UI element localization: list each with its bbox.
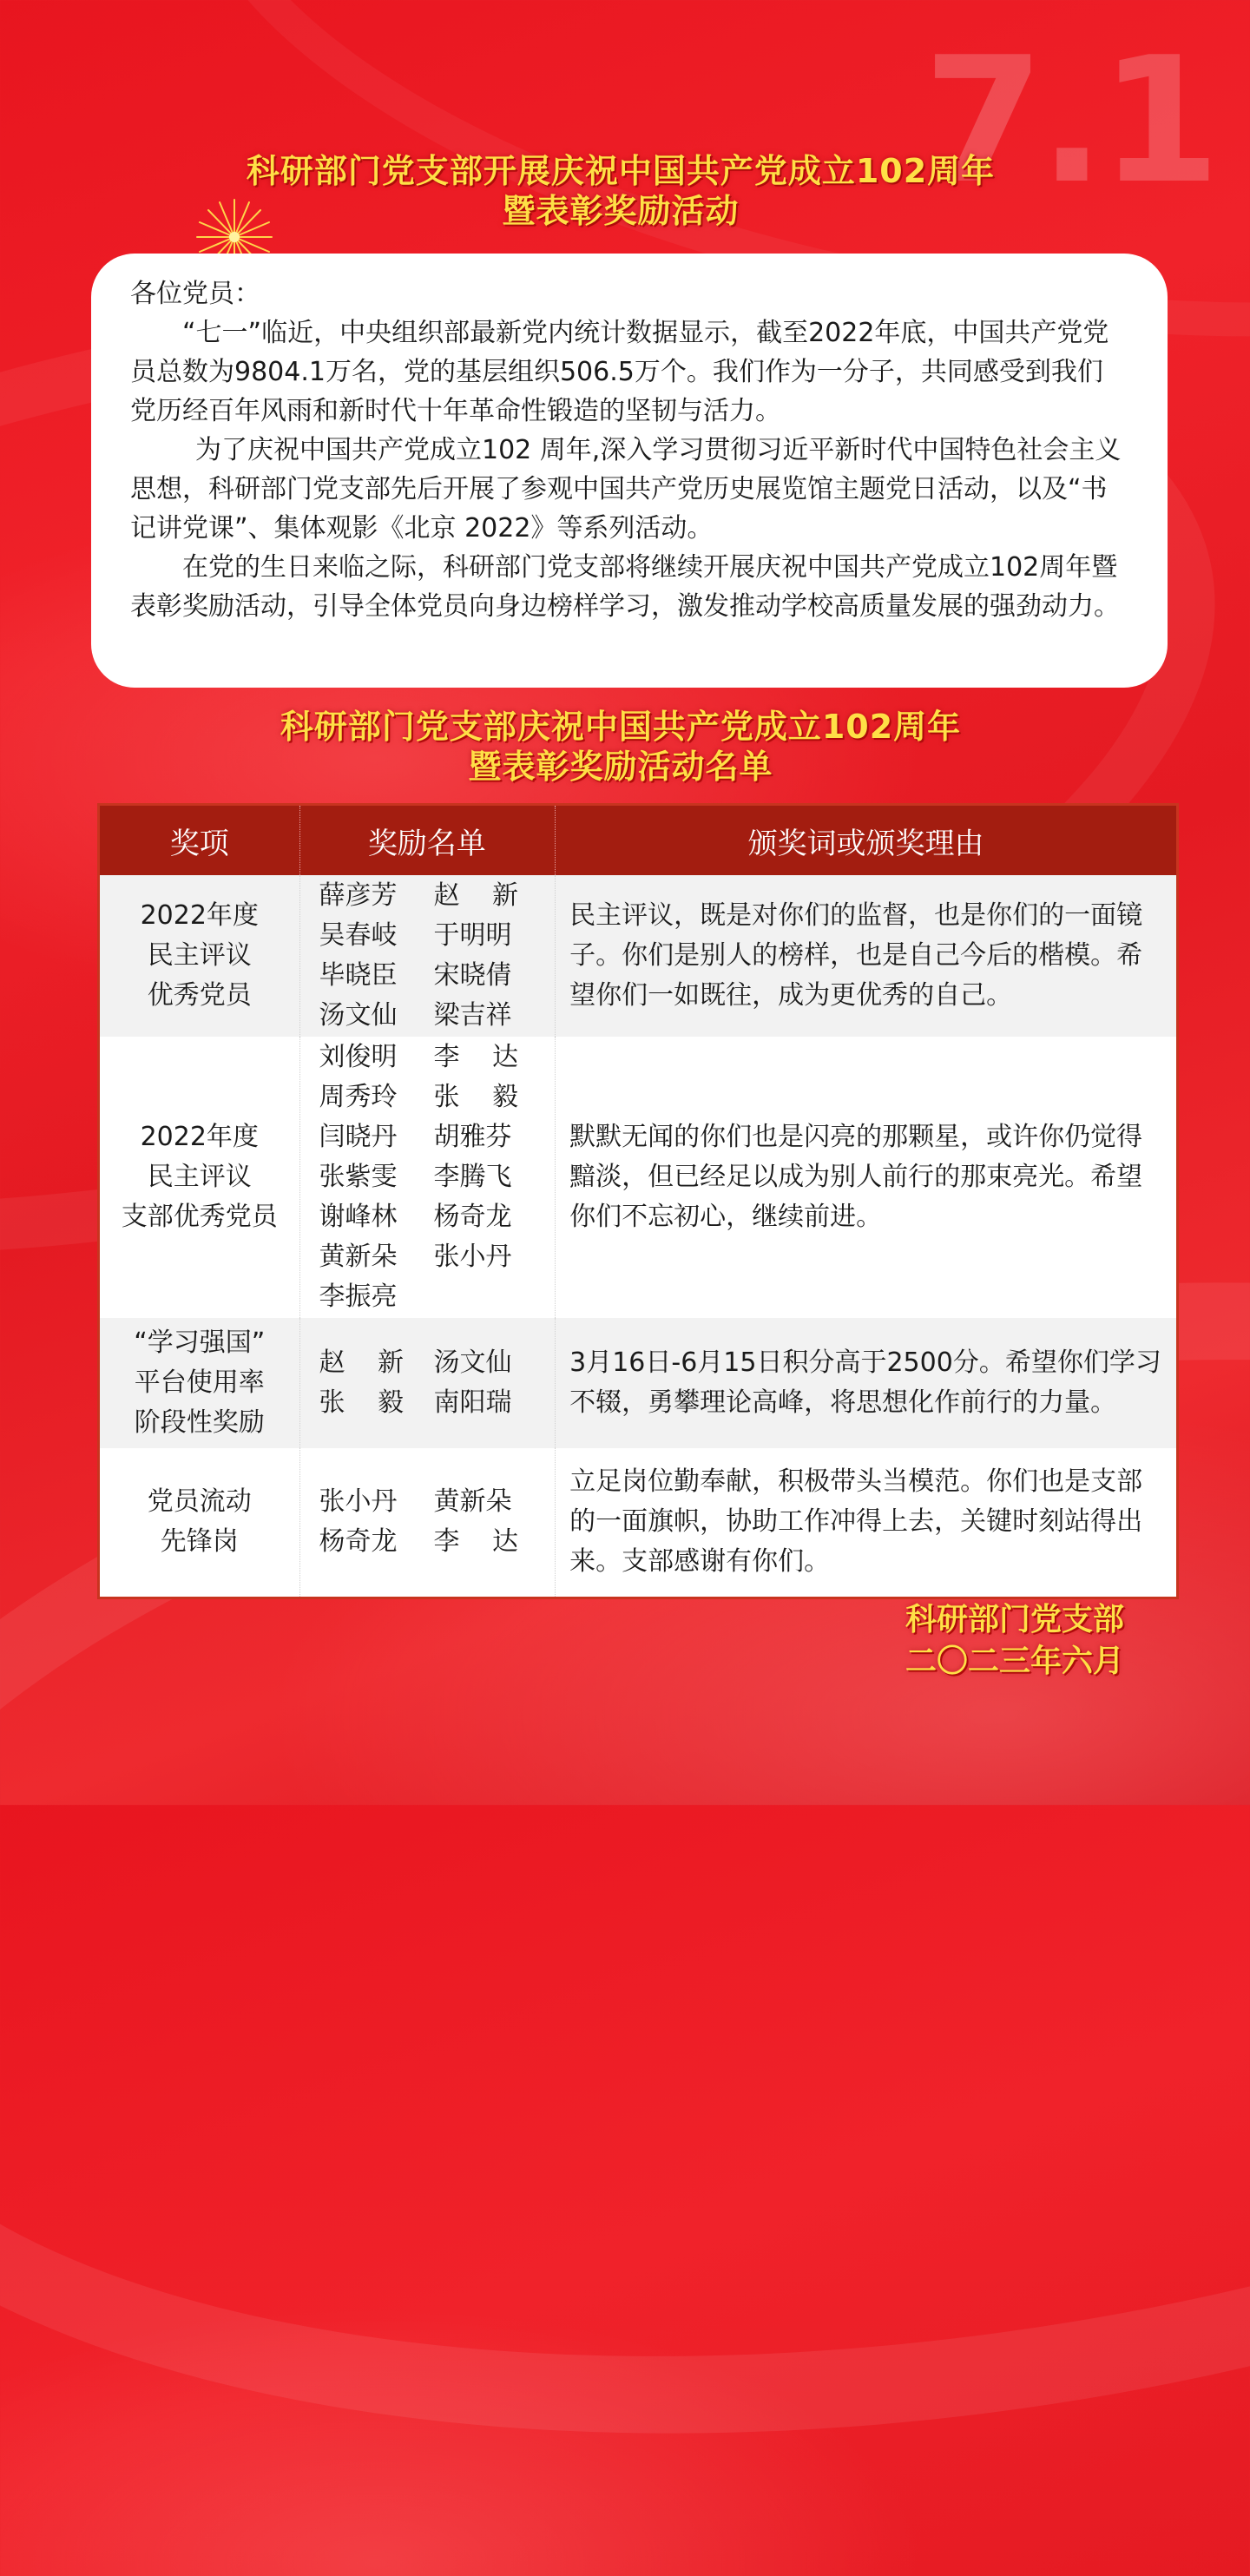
award-line: 支部优秀党员 — [121, 1202, 278, 1232]
member-name: 吴春岐 — [319, 920, 398, 951]
member-name: 薛彦芳 — [319, 880, 398, 911]
member-name: 谢峰林 — [319, 1202, 398, 1232]
reason-cell: 3月16日-6月15日积分高于2500分。希望你们学习不辍，勇攀理论高峰，将思想化作前行的力量。 — [556, 1318, 1178, 1448]
names-cell — [299, 1318, 556, 1448]
member-name: 汤文仙 — [319, 1000, 398, 1031]
member-name: 周秀玲 — [319, 1082, 398, 1112]
list-title-line2: 暨表彰奖励活动名单 — [468, 748, 773, 786]
list-title — [0, 707, 1246, 787]
footer-date: 二〇二三年六月 — [905, 1644, 1124, 1679]
member-name: 汤文仙 — [433, 1347, 512, 1378]
intro-paragraph-3: 在党的生日来临之际，科研部门党支部将继续开展庆祝中国共产党成立102周年暨表彰奖励活动，引导全体党员向身边榜样学习，激发推动学校高质量发展的强劲动力。 — [130, 552, 1120, 622]
member-name: 李 达 — [433, 1042, 531, 1072]
award-cell — [99, 1448, 300, 1598]
award-line: 优秀党员 — [147, 980, 252, 1011]
member-name: 李 达 — [433, 1526, 531, 1558]
names-cell — [299, 1448, 556, 1598]
intro-paragraph-2: 为了庆祝中国共产党成立102 周年,深入学习贯彻习近平新时代中国特色社会主义思想，科研部门党支部先后开展了参观中国共产党历史展览馆主题党日活动，以及“书记讲党课”、集体观影《北京 2022》等系列活动。 — [130, 435, 1122, 544]
award-line: 2022年度 — [140, 900, 259, 931]
award-table — [97, 803, 1179, 1599]
footer-signature — [905, 1599, 1124, 1683]
member-name: 李腾飞 — [433, 1162, 512, 1192]
member-name: 黄新朵 — [433, 1486, 512, 1518]
member-name: 于明明 — [433, 920, 512, 951]
page-title-line2: 暨表彰奖励活动 — [502, 192, 740, 230]
member-name: 张 毅 — [433, 1082, 531, 1112]
table-header-row — [99, 805, 1178, 876]
decorative-date-number: 7.1 — [923, 20, 1215, 222]
member-name: 张紫雯 — [319, 1162, 398, 1192]
reason-cell: 立足岗位勤奉献，积极带头当模范。你们也是支部的一面旗帜，协助工作冲得上去，关键时刻站得出来。支部感谢有你们。 — [569, 1466, 1143, 1578]
member-name: 毕晓臣 — [319, 960, 398, 991]
table-row — [99, 1448, 1178, 1598]
award-line: 民主评议 — [147, 1162, 252, 1192]
header-reason: 颁奖词或颁奖理由 — [556, 805, 1178, 876]
member-name: 宋晓倩 — [433, 960, 512, 991]
header-names: 奖励名单 — [299, 805, 556, 876]
member-name — [434, 1277, 530, 1317]
member-name: 赵 新 — [433, 880, 531, 911]
member-name: 张小丹 — [433, 1242, 512, 1272]
page-title-line1: 科研部门党支部开展庆祝中国共产党成立102周年 — [246, 152, 996, 190]
award-line: 平台使用率 — [134, 1367, 265, 1398]
member-name: 赵 新 — [319, 1347, 417, 1378]
member-name: 杨奇龙 — [433, 1202, 512, 1232]
intro-notice-card — [91, 254, 1168, 688]
award-line: “学习强国” — [134, 1328, 266, 1358]
names-cell — [299, 1037, 556, 1318]
list-title-line1: 科研部门党支部庆祝中国共产党成立102周年 — [280, 708, 962, 746]
member-name: 李振亮 — [319, 1281, 398, 1312]
award-line: 党员流动 — [147, 1486, 252, 1518]
member-name: 胡雅芬 — [433, 1122, 512, 1152]
member-name: 张小丹 — [319, 1486, 398, 1518]
table-row — [99, 875, 1178, 1037]
award-line: 阶段性奖励 — [134, 1407, 265, 1438]
table-row — [99, 1318, 1178, 1448]
award-line: 民主评议 — [147, 940, 252, 971]
member-name: 刘俊明 — [319, 1042, 398, 1072]
reason-cell: 默默无闻的你们也是闪亮的那颗星，或许你仍觉得黯淡，但已经足以成为别人前行的那束亮光。希望你们不忘初心，继续前进。 — [569, 1122, 1143, 1232]
award-cell — [99, 875, 300, 1037]
footer-organization: 科研部门党支部 — [905, 1602, 1124, 1637]
member-name: 黄新朵 — [319, 1242, 398, 1272]
names-cell — [299, 875, 556, 1037]
table-row — [99, 1037, 1178, 1318]
intro-paragraph-1: “七一”临近，中央组织部最新党内统计数据显示，截至2022年底，中国共产党党员总数为9804.1万名，党的基层组织506.5万个。我们作为一分子，共同感受到我们党历经百年风雨和新时代十年革命性锻造的坚韧与活力。 — [130, 318, 1109, 426]
page-title — [0, 151, 1246, 231]
member-name: 梁吉祥 — [433, 1000, 512, 1031]
member-name: 张 毅 — [319, 1387, 417, 1418]
award-cell — [99, 1318, 300, 1448]
member-name: 闫晓丹 — [319, 1122, 398, 1152]
award-line: 先锋岗 — [160, 1526, 239, 1558]
header-award: 奖项 — [99, 805, 300, 876]
award-line: 2022年度 — [140, 1122, 259, 1152]
award-cell — [99, 1037, 300, 1318]
member-name: 南阳瑞 — [433, 1387, 512, 1418]
intro-greeting: 各位党员： — [130, 279, 260, 309]
member-name: 杨奇龙 — [319, 1526, 398, 1558]
reason-cell: 民主评议，既是对你们的监督，也是你们的一面镜子。你们是别人的榜样，也是自己今后的楷模。希望你们一如既往，成为更优秀的自己。 — [556, 875, 1178, 1037]
